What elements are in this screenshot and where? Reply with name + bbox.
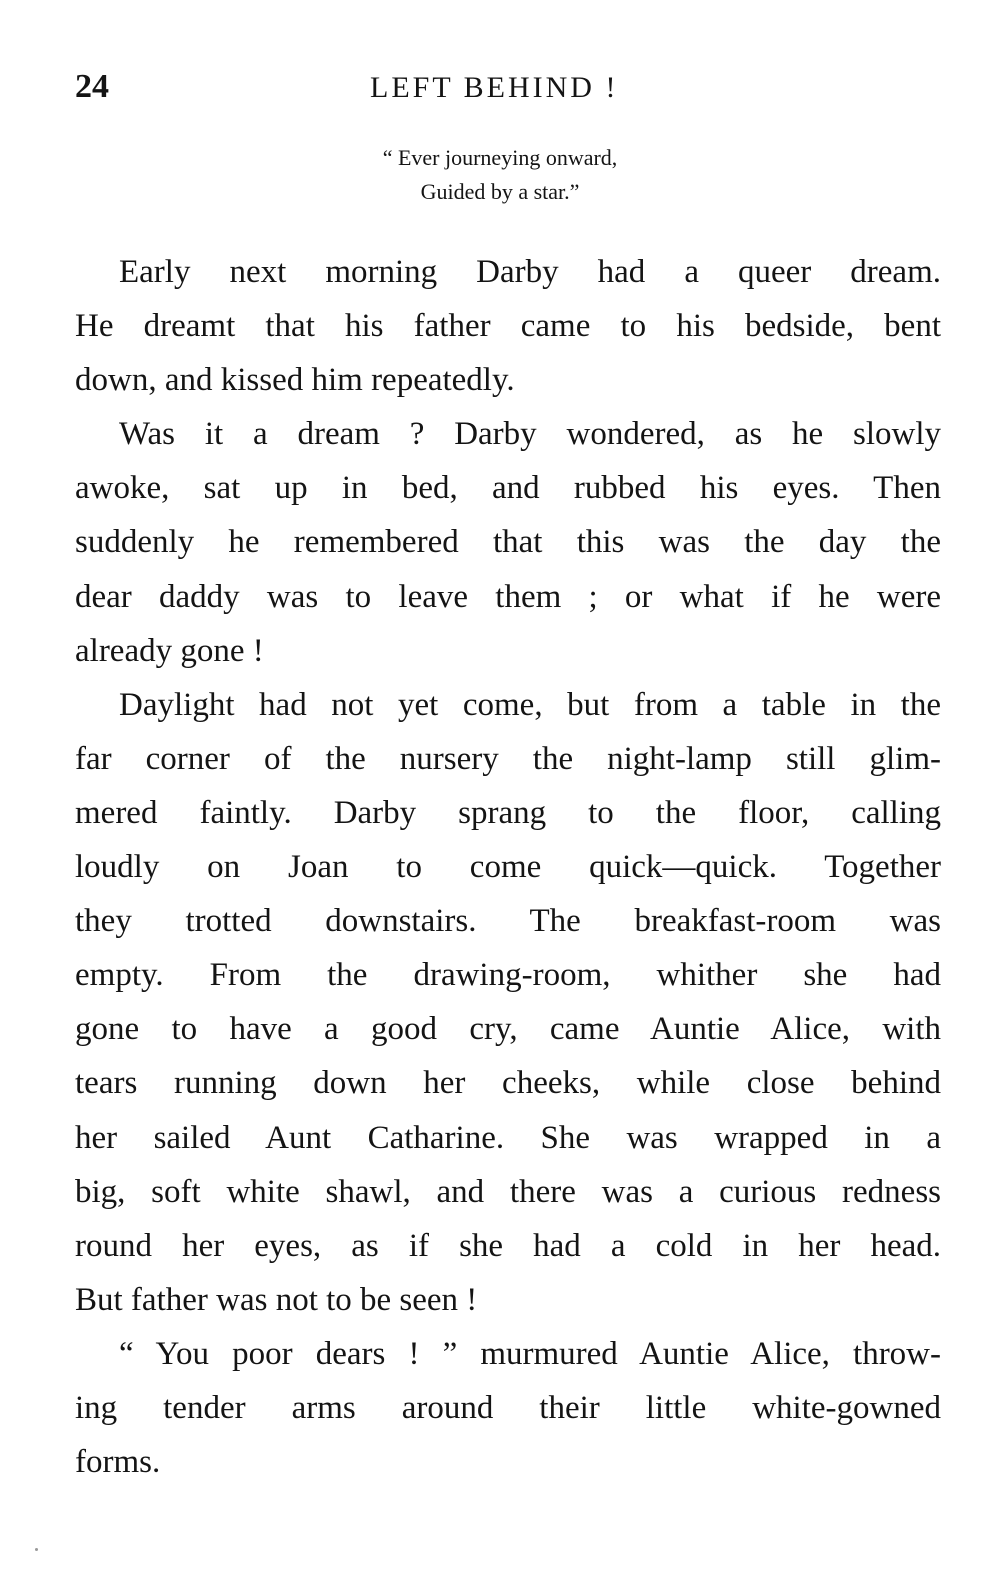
epigraph: [300, 141, 700, 209]
text-line: forms.: [75, 1444, 161, 1481]
text-line: suddenly he remembered that this was the day the: [75, 524, 941, 561]
text-line: round her eyes, as if she had a cold in her head.: [75, 1227, 941, 1264]
text-line: mered faintly. Darby sprang to the floor, calling: [75, 794, 941, 831]
page-number: 24: [75, 68, 109, 105]
text-line: gone to have a good cry, came Auntie Alice, with: [75, 1011, 941, 1048]
text-line: “ You poor dears ! ” murmured Auntie Alice, throw-: [119, 1335, 941, 1372]
text-line: But father was not to be seen !: [75, 1281, 478, 1318]
text-line: tears running down her cheeks, while close behind: [75, 1065, 941, 1102]
text-line: dear daddy was to leave them ; or what if he were: [75, 578, 941, 615]
paragraph: [75, 678, 941, 1327]
text-line: they trotted downstairs. The breakfast-room was: [75, 903, 941, 940]
text-line: big, soft white shawl, and there was a curious redness: [75, 1173, 941, 1210]
text-line: loudly on Joan to come quick—quick. Together: [75, 849, 941, 886]
paragraph: [75, 407, 941, 677]
paragraph: [75, 1327, 941, 1489]
paragraph: [75, 245, 941, 407]
epigraph-line: “ Ever journeying onward,: [382, 145, 618, 170]
text-line: awoke, sat up in bed, and rubbed his eyes. Then: [75, 470, 941, 507]
text-line: He dreamt that his father came to his bedside, bent: [75, 308, 941, 345]
text-line: far corner of the nursery the night-lamp still glim-: [75, 740, 941, 777]
text-line: Early next morning Darby had a queer dream.: [119, 254, 941, 290]
text-line: down, and kissed him repeatedly.: [75, 362, 515, 399]
text-line: her sailed Aunt Catharine. She was wrapped in a: [75, 1119, 941, 1156]
text-line: empty. From the drawing-room, whither she had: [75, 957, 941, 994]
text-line: Daylight had not yet come, but from a table in the: [119, 686, 941, 723]
paper-speck: [35, 1548, 38, 1551]
text-line: Was it a dream ? Darby wondered, as he slowly: [119, 416, 941, 453]
text-line: ing tender arms around their little white-gowned: [75, 1389, 941, 1426]
body-text: [75, 245, 941, 1489]
running-title: LEFT BEHIND !: [370, 71, 619, 104]
text-line: already gone !: [75, 632, 264, 669]
epigraph-line: Guided by a star.”: [420, 179, 580, 204]
